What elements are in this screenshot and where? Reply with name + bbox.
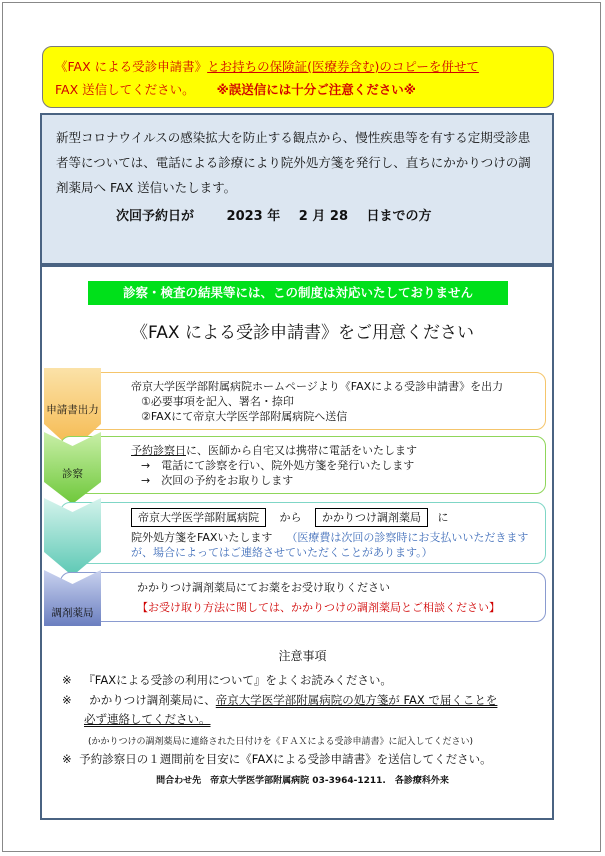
step3-line1 [131, 508, 545, 527]
hospital-box: 帝京大学医学部附属病院 [131, 508, 266, 527]
pharmacy-box: かかりつけ調剤薬局 [315, 508, 428, 527]
step3-from: から [279, 511, 302, 524]
step3-line2 [131, 530, 545, 560]
step1-label: 申請書出力 [46, 404, 99, 416]
notice-warning: ※誤送信には十分ご注意ください※ [216, 82, 416, 97]
notice-send: FAX 送信してください。 [55, 82, 195, 97]
note-1 [62, 672, 392, 688]
intro-text: 新型コロナウイルスの感染拡大を防止する観点から、慢性疾患等を有する定期受診患者等については、電話による診療により院外処方箋を発行し、直ちにかかりつけの調剤薬局へ FAX 送信いたします。 [56, 130, 531, 195]
next-year: 2023 年 [226, 209, 281, 224]
step2-line1-text: に、医師から自宅又は携帯に電話をいたします [186, 444, 417, 457]
note-2-text-c: 必ず連絡してください。 [84, 712, 211, 726]
step3-fee-note: （医療費は次回の診察時にお支払いいただきますが、場合によってはご連絡させていただくことがあります。） [131, 531, 529, 559]
step-pharmacy [60, 572, 546, 622]
next-label: 次回予約日が [116, 209, 195, 224]
step1-line3: ②FAXにて帝京大学医学部附属病院へ送信 [141, 410, 348, 423]
step1-line1: 帝京大学医学部附属病院ホームページより《FAXによる受診申請書》を出力 [131, 380, 504, 393]
next-until: 日までの方 [366, 209, 432, 224]
step4-consult-note: 【お受け取り方法に関しては、かかりつけの調剤薬局とご相談ください】 [137, 601, 500, 614]
step2-appointment-day: 予約診察日 [131, 444, 186, 457]
step2-line3: → 次回の予約をお取りします [141, 474, 294, 487]
note-2-small: (かかりつけの調剤薬局に連絡された日付けを《ＦＡＸによる受診申請書》に記入してください) [88, 737, 474, 747]
form-title: 《FAX による受診申請書》をご用意ください [131, 323, 474, 343]
step2-line1 [131, 443, 545, 458]
not-supported-banner: 診察・検査の結果等には、この制度は対応いたしておりません [88, 281, 508, 305]
step3-arrow-icon [44, 498, 101, 576]
step-application [60, 372, 546, 430]
note-3 [62, 751, 492, 767]
note-3-mark: ※ [62, 752, 72, 766]
step1-line2: ①必要事項を記入、署名・捺印 [141, 395, 294, 408]
notes-title: 注意事項 [278, 649, 327, 663]
step2-label: 診察 [62, 468, 83, 480]
step2-line2: → 電話にて診察を行い、院外処方箋を発行いたします [141, 459, 415, 472]
note-2-mark: ※ [62, 693, 72, 707]
note-2 [62, 692, 497, 708]
next-appointment [56, 204, 538, 229]
notice-form-name: 《FAX による受診申請書》 [55, 59, 208, 74]
note-2-cont [84, 711, 211, 727]
step3-to: に [437, 511, 449, 524]
note-2-text-b: 帝京大学医学部附属病院の処方箋が FAX で届くことを [215, 693, 498, 707]
step4-line1: かかりつけ調剤薬局にてお薬をお受け取りください [137, 581, 390, 594]
next-month: 2 月 28 [298, 209, 348, 224]
contact-info: 問合わせ先 帝京大学医学部附属病院 03-3964-1211. 各診療科外来 [156, 776, 449, 786]
fax-notice [42, 46, 554, 108]
step3-fax-text: 院外処方箋をFAXいたします [131, 531, 273, 544]
note-1-mark: ※ [62, 673, 72, 687]
note-2-text-a: かかりつけ調剤薬局に、 [89, 693, 216, 707]
note-1-text: 『FAXによる受診の利用について』をよくお読みください。 [83, 673, 392, 687]
step-consultation [60, 436, 546, 494]
note-3-text: 予約診察日の１週間前を目安に《FAXによる受診申請書》を送信してください。 [79, 752, 492, 766]
intro-box [40, 113, 554, 265]
step-prescription-fax [60, 502, 546, 564]
notice-insurance: とお持ちの保険証(医療券含む)のコピーを併せて [207, 59, 479, 74]
step4-label: 調剤薬局 [51, 607, 94, 619]
